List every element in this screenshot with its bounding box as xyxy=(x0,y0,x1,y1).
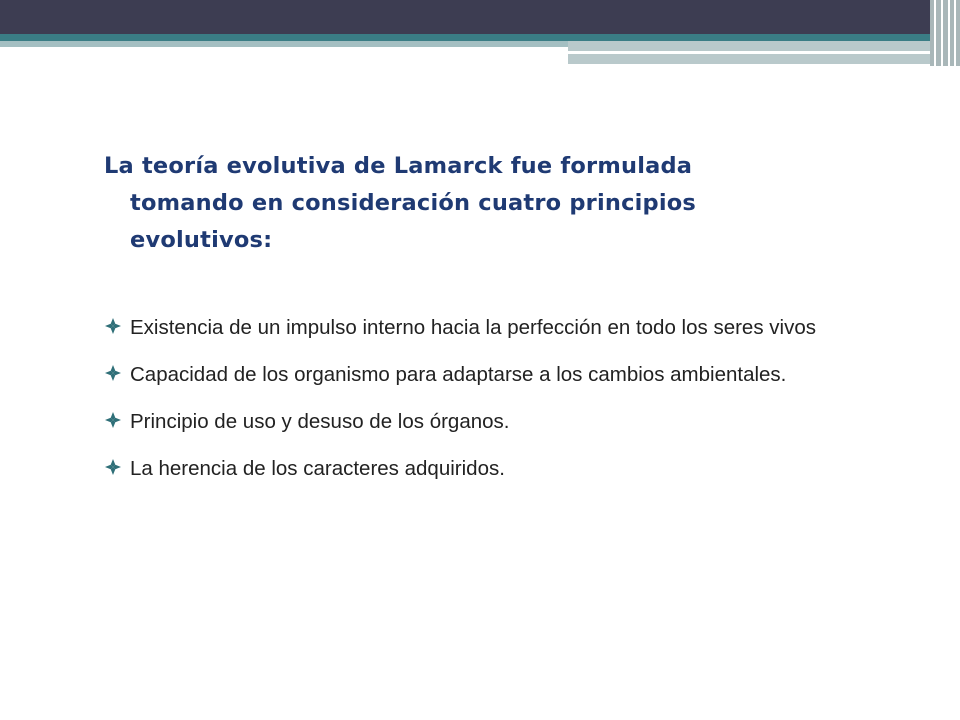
slide-heading xyxy=(104,148,844,259)
heading-line-3: evolutivos: xyxy=(130,227,273,253)
list-item-text: La herencia de los caracteres adquiridos. xyxy=(130,457,505,480)
list-item xyxy=(104,447,824,490)
list-item xyxy=(104,306,824,349)
list-item-text: Capacidad de los organismo para adaptarse a los cambios ambientales. xyxy=(130,363,787,386)
heading-line-1: La teoría evolutiva de Lamarck fue formulada xyxy=(104,153,693,179)
header-grey-bar xyxy=(568,41,960,51)
header-frame-line xyxy=(954,0,956,66)
header-frame-line xyxy=(941,0,943,66)
header-grey-bar-lower xyxy=(568,54,940,64)
list-item-text: Principio de uso y desuso de los órganos. xyxy=(130,410,510,433)
header-frame-line xyxy=(934,0,936,66)
list-item-text: Existencia de un impulso interno hacia la perfección en todo los seres vivos xyxy=(130,316,816,339)
header-light-teal-bar xyxy=(0,41,568,47)
header-dark-bar xyxy=(0,0,960,34)
header-teal-bar xyxy=(0,34,960,41)
diamond-bullet-icon xyxy=(104,411,122,429)
diamond-bullet-icon xyxy=(104,317,122,335)
heading-line-2: tomando en consideración cuatro principios xyxy=(130,190,697,216)
list-item xyxy=(104,353,824,396)
principles-list xyxy=(104,306,824,494)
diamond-bullet-icon xyxy=(104,458,122,476)
list-item xyxy=(104,400,824,443)
header-frame-line xyxy=(948,0,950,66)
diamond-bullet-icon xyxy=(104,364,122,382)
